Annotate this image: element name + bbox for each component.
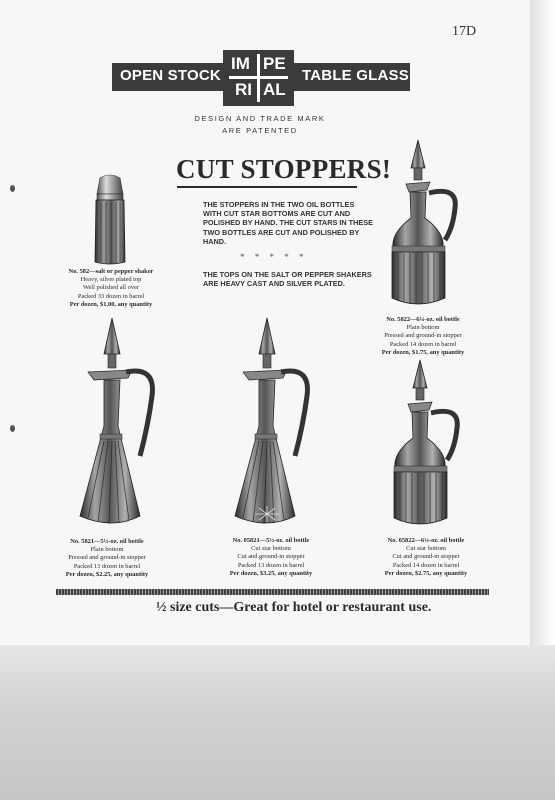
caption-line: No. 05822—6¼-oz. oil bottle <box>387 537 465 544</box>
page-number: 17D <box>452 24 477 39</box>
oil-bottle-5821-illustration <box>70 316 160 534</box>
product-caption <box>361 537 491 578</box>
banner-left-text: OPEN STOCK <box>120 67 221 84</box>
headline-underline <box>177 186 357 188</box>
price-line: Per dozen, $1.00, any quantity <box>69 300 153 308</box>
caption-line: Cut and ground-in stopper <box>237 553 305 561</box>
headline: CUT STOPPERS! <box>176 154 392 184</box>
price-line: Per dozen, $3.25, any quantity <box>229 569 313 577</box>
caption-line: Plain bottom <box>406 324 440 332</box>
price-line: Per dozen, $1.75, any quantity <box>381 348 465 356</box>
caption-line: Cut star bottom <box>251 545 291 553</box>
salt-shaker-illustration <box>85 172 135 267</box>
binder-hole-mark <box>10 185 15 192</box>
caption-line: No. 582—salt or pepper shaker <box>68 268 154 275</box>
oil-bottle-05822-illustration <box>385 358 465 533</box>
imperial-logo <box>223 50 294 106</box>
product-caption <box>358 316 488 357</box>
price-line: Per dozen, $2.25, any quantity <box>65 570 149 578</box>
logo-letters: IM <box>231 54 250 73</box>
caption-line: No. 05821—5½-oz. oil bottle <box>232 537 310 544</box>
caption-line: Cut and ground-in stopper <box>392 553 460 561</box>
price-line: Per dozen, $2.75, any quantity <box>384 569 468 577</box>
caption-line: Plain bottom <box>90 546 124 554</box>
binder-hole-mark <box>10 425 15 432</box>
caption-line: No. 5821—5½-oz. oil bottle <box>70 538 144 545</box>
caption-line: Well polished all over <box>82 284 140 292</box>
logo-divider <box>229 76 288 79</box>
caption-line: Packed 13 dozen in barrel <box>237 561 305 569</box>
caption-line: Packed 13 dozen in barrel <box>73 562 141 570</box>
decorative-rule <box>56 589 489 595</box>
caption-line: Cut star bottom <box>406 545 446 553</box>
banner-right-text: TABLE GLASS <box>302 67 409 84</box>
scan-background <box>0 645 555 800</box>
footer-note: ½ size cuts—Great for hotel or restaurant use. <box>156 600 432 615</box>
caption-line: No. 5822—6¼-oz. oil bottle <box>386 316 460 323</box>
logo-letters: AL <box>263 80 286 99</box>
description-paragraph: THE STOPPERS IN THE TWO OIL BOTTLES WITH CUT STAR BOTTOMS ARE CUT AND POLISHED BY HAND. THE CUT STARS IN THESE TWO BOTTLES ARE CUT AND POLISHED BY HAND. <box>203 200 374 246</box>
logo-letters: RI <box>235 80 252 99</box>
description-paragraph: THE TOPS ON THE SALT OR PEPPER SHAKERS ARE HEAVY CAST AND SILVER PLATED. <box>203 270 372 289</box>
trademark-line: ARE PATENTED <box>222 126 298 135</box>
trademark-line: DESIGN AND TRADE MARK <box>194 114 326 123</box>
logo-letters: PE <box>263 54 286 73</box>
caption-line: Pressed and ground-in stopper <box>384 332 462 340</box>
caption-line: Packed 33 dozen in barrel <box>77 292 145 300</box>
page-edge <box>530 0 555 645</box>
separator-stars: * * * * * <box>240 252 308 262</box>
product-caption <box>206 537 336 578</box>
product-caption <box>46 268 176 309</box>
oil-bottle-5822-illustration <box>383 138 463 313</box>
caption-line: Packed 14 dozen in barrel <box>389 340 457 348</box>
oil-bottle-05821-illustration <box>225 316 315 534</box>
product-caption <box>42 538 172 579</box>
caption-line: Pressed and ground-in stopper <box>68 554 146 562</box>
caption-line: Heavy, silver plated top <box>80 276 142 284</box>
caption-line: Packed 14 dozen in barrel <box>392 561 460 569</box>
